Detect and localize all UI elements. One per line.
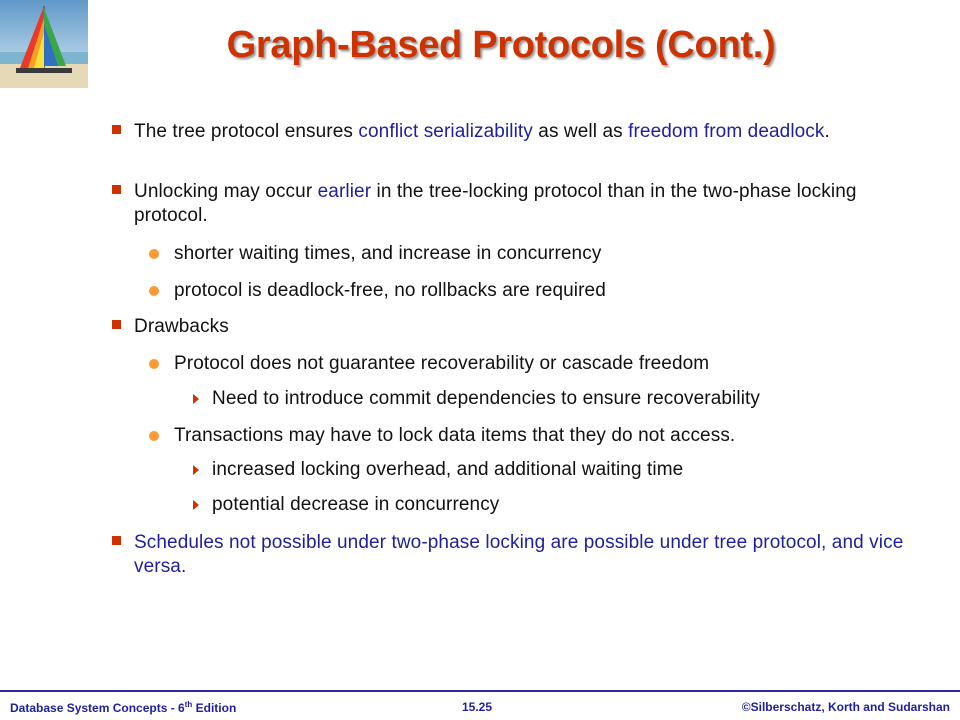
highlight-text: freedom from deadlock [628, 121, 825, 142]
footer-divider [0, 690, 960, 692]
arrow-bullet-icon [193, 465, 199, 475]
sub-bullet-recoverability: Protocol does not guarantee recoverability or cascade freedom [174, 353, 710, 374]
round-bullet-icon [149, 431, 159, 441]
bullet-text: The tree protocol ensures [134, 121, 359, 142]
arrow-bullet-icon [193, 394, 199, 404]
sub-sub-bullet-commit-dependencies: Need to introduce commit dependencies to ensure recoverability [212, 388, 760, 409]
bullet-text: as well as [532, 121, 629, 142]
arrow-bullet-icon [193, 500, 199, 510]
sub-bullet-lock-data-items: Transactions may have to lock data items that they do not access. [174, 425, 736, 446]
sub-sub-bullet-locking-overhead: increased locking overhead, and additional waiting time [212, 459, 684, 480]
bullet-unlocking [134, 180, 904, 228]
square-bullet-icon [112, 125, 121, 134]
bullet-schedules: Schedules not possible under two-phase locking are possible under tree protocol, and vice versa. [134, 532, 904, 577]
sub-sub-bullet-decrease-concurrency: potential decrease in concurrency [212, 494, 500, 515]
footer-page-number: 15.25 [462, 700, 493, 714]
square-bullet-icon [112, 185, 121, 194]
sub-bullet-waiting-times: shorter waiting times, and increase in concurrency [174, 243, 602, 264]
sub-bullet-deadlock-free: protocol is deadlock-free, no rollbacks are required [174, 280, 606, 301]
footer-course-text: Database System Concepts - 6 [10, 701, 185, 715]
round-bullet-icon [149, 249, 159, 259]
slide-title: Graph-Based Protocols (Cont.) [226, 24, 776, 66]
footer-course [10, 700, 236, 715]
bullet-drawbacks: Drawbacks [134, 316, 229, 337]
highlight-text: earlier [317, 181, 372, 202]
round-bullet-icon [149, 286, 159, 296]
square-bullet-icon [112, 536, 121, 545]
bullet-text: . [824, 121, 830, 142]
highlight-text: conflict serializability [358, 121, 533, 142]
footer-course-edition: Edition [192, 701, 237, 715]
square-bullet-icon [112, 320, 121, 329]
round-bullet-icon [149, 359, 159, 369]
bullet-tree-protocol [134, 120, 904, 144]
bullet-text: Unlocking may occur [134, 181, 318, 202]
bullet-text: in the tree-locking protocol than in the two-phase locking protocol. [134, 181, 857, 226]
footer-course-sup: th [184, 700, 193, 709]
footer-copyright: ©Silberschatz, Korth and Sudarshan [741, 700, 950, 714]
